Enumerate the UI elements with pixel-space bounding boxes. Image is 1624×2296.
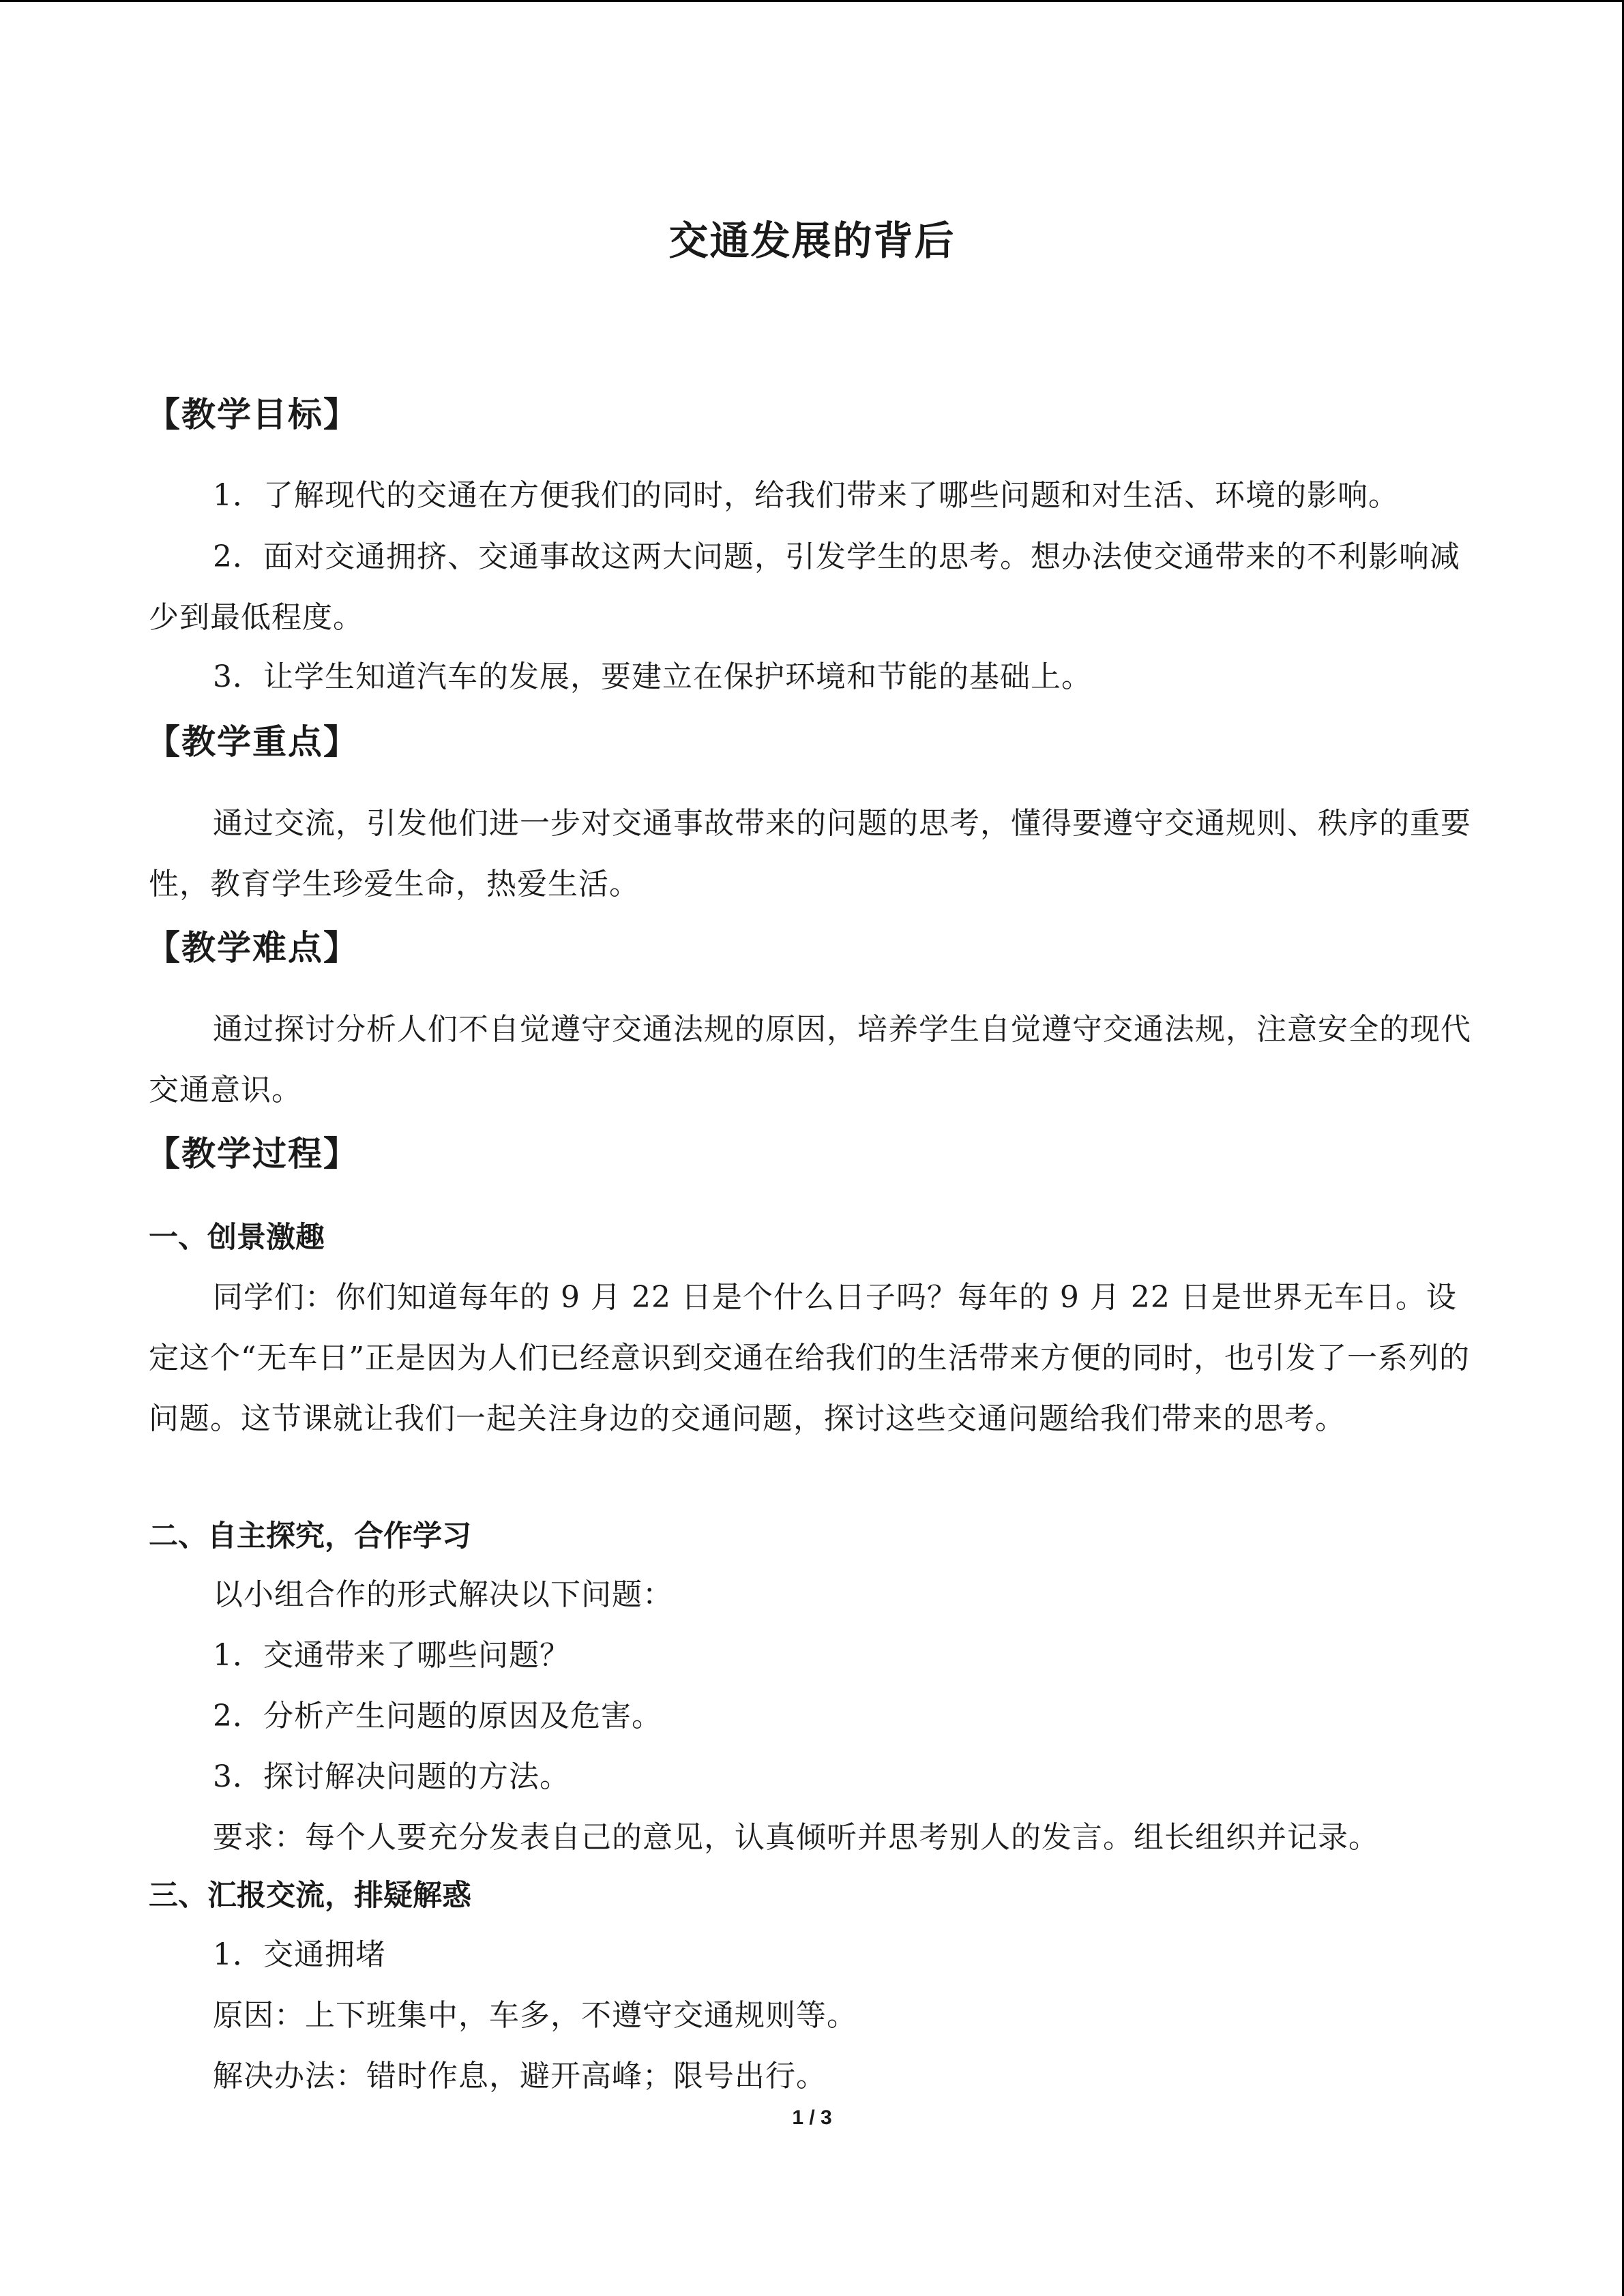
part2-item-3: 3．探讨解决问题的方法。 bbox=[213, 1759, 570, 1794]
part1-text: 同学们：你们知道每年的 9 月 22 日是个什么日子吗？每年的 9 月 22 日是世界无车日。设定这个“无车日”正是因为人们已经意识到交通在给我们的生活带来方便的同时，也引发了一系列的问题。这节课就让我们一起关注身边的交通问题，探讨这些交通问题给我们带来的思考。 bbox=[149, 1280, 1470, 1436]
part3-item-1: 1．交通拥堵 bbox=[213, 1937, 386, 1972]
part2-requirement: 要求：每个人要充分发表自己的意见，认真倾听并思考别人的发言。组长组织并记录。 bbox=[213, 1820, 1379, 1855]
objective-item-1: 1．了解现代的交通在方便我们的同时，给我们带来了哪些问题和对生活、环境的影响。 bbox=[213, 478, 1399, 513]
heading-difficulties: 【教学难点】 bbox=[146, 928, 359, 968]
part3-cause: 原因：上下班集中，车多，不遵守交通规则等。 bbox=[213, 1998, 857, 2033]
objective-item-2: 2．面对交通拥挤、交通事故这两大问题，引发学生的思考。想办法使交通带来的不利影响减少到最低程度。 bbox=[149, 539, 1460, 635]
objective-item-3: 3．让学生知道汽车的发展，要建立在保护环境和节能的基础上。 bbox=[213, 659, 1092, 694]
heading-objectives: 【教学目标】 bbox=[146, 395, 359, 434]
page-title: 交通发展的背后 bbox=[668, 218, 956, 264]
heading-process: 【教学过程】 bbox=[146, 1134, 359, 1174]
heading-key-points: 【教学重点】 bbox=[146, 722, 359, 762]
part2-intro: 以小组合作的形式解决以下问题： bbox=[213, 1577, 673, 1612]
part1-heading: 一、创景激趣 bbox=[149, 1221, 325, 1255]
part3-solution: 解决办法：错时作息，避开高峰；限号出行。 bbox=[213, 2059, 827, 2093]
key-points-text: 通过交流，引发他们进一步对交通事故带来的问题的思考，懂得要遵守交通规则、秩序的重要性，教育学生珍爱生命，热爱生活。 bbox=[149, 806, 1471, 901]
page-number: 1 / 3 bbox=[792, 2106, 832, 2129]
part2-item-1: 1．交通带来了哪些问题？ bbox=[213, 1638, 570, 1673]
part2-heading: 二、自主探究，合作学习 bbox=[149, 1519, 471, 1553]
part3-heading: 三、汇报交流，排疑解惑 bbox=[149, 1879, 471, 1913]
difficulties-text: 通过探讨分析人们不自觉遵守交通法规的原因，培养学生自觉遵守交通法规，注意安全的现代交通意识。 bbox=[149, 1012, 1471, 1107]
part2-item-2: 2．分析产生问题的原因及危害。 bbox=[213, 1699, 662, 1733]
